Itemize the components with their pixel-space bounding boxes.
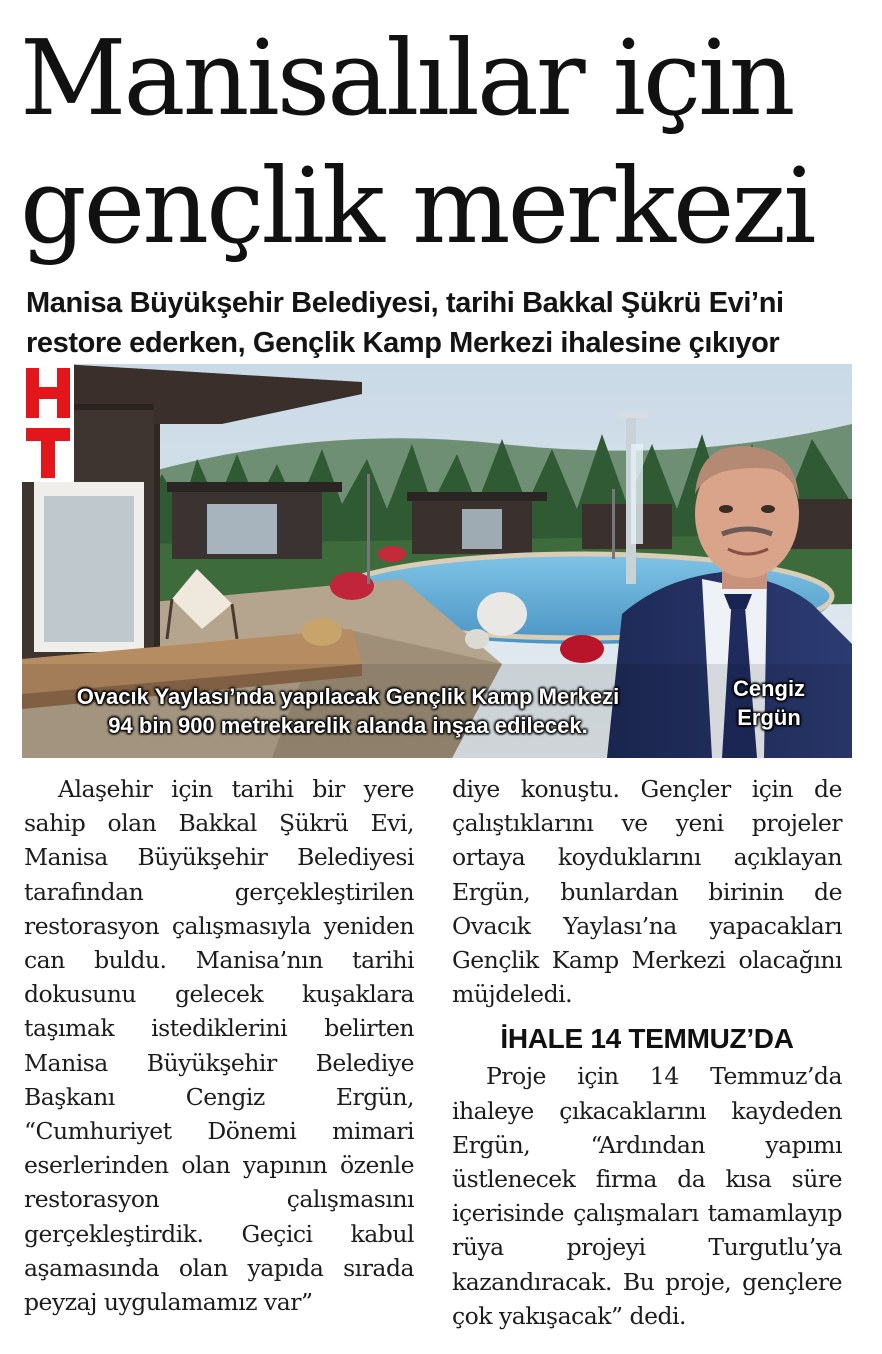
right-column-paragraph-1: diye konuştu. Gençler için de çalıştıklarını ve yeni projeler ortaya koyduklarını açıklayan Ergün, bunlardan birinin de Ovacık Yaylası’na yapacakları Gençlik Kamp Merkezi olacağını müjdeledi. <box>452 775 842 1009</box>
subhead-line-2: restore ederken, Gençlik Kamp Merkezi ihalesine çıkıyor <box>26 327 780 359</box>
left-column-paragraph: Alaşehir için tarihi bir yere sahip olan Bakkal Şükrü Evi, Manisa Büyükşehir Belediyesi tarafından gerçekleştirilen restorasyon çalışmasıyla yeniden can buldu. Manisa’nın tarihi dokusunu gelecek kuşaklara taşımak istediklerini belirten Manisa Büyükşehir Belediye Başkanı Cengiz Ergün, “Cumhuriyet Dönemi mimari eserlerinden olan yapının özenle restorasyon çalışmasını gerçekleştirdik. Geçici kabul aşamasında olan yapıda sırada peyzaj uygulamamız var” <box>24 775 414 1317</box>
photo-caption <box>38 682 658 740</box>
person-last-name: Ergün <box>737 705 801 730</box>
right-column-paragraph-2: Proje için 14 Temmuz’da ihaleye çıkacaklarını kaydeden Ergün, “Ardından yapımı üstlenecek firma da kısa süre içerisinde çalışmaları tamamlayıp rüya projeyi Turgutlu’ya kazandıracak. Bu proje, gençlere çok yakışacak” dedi. <box>452 1062 842 1330</box>
person-name-label <box>714 674 824 732</box>
headline <box>20 14 870 270</box>
caption-line-2: 94 bin 900 metrekarelik alanda inşaa edilecek. <box>108 713 588 738</box>
headline-line-2: gençlik merkezi <box>20 145 814 267</box>
section-subtitle: İHALE 14 TEMMUZ’DA <box>500 1023 794 1055</box>
ht-logo-icon <box>22 364 74 482</box>
caption-line-1: Ovacık Yaylası’nda yapılacak Gençlik Kamp Merkezi <box>76 684 620 709</box>
subheadline <box>26 283 866 363</box>
right-column <box>452 772 842 1333</box>
subhead-line-1: Manisa Büyükşehir Belediyesi, tarihi Bakkal Şükrü Evi’ni <box>26 287 784 319</box>
person-first-name: Cengiz <box>732 676 806 701</box>
article-photo <box>22 364 852 758</box>
headline-line-1: Manisalılar için <box>20 17 793 139</box>
left-column <box>24 772 414 1319</box>
